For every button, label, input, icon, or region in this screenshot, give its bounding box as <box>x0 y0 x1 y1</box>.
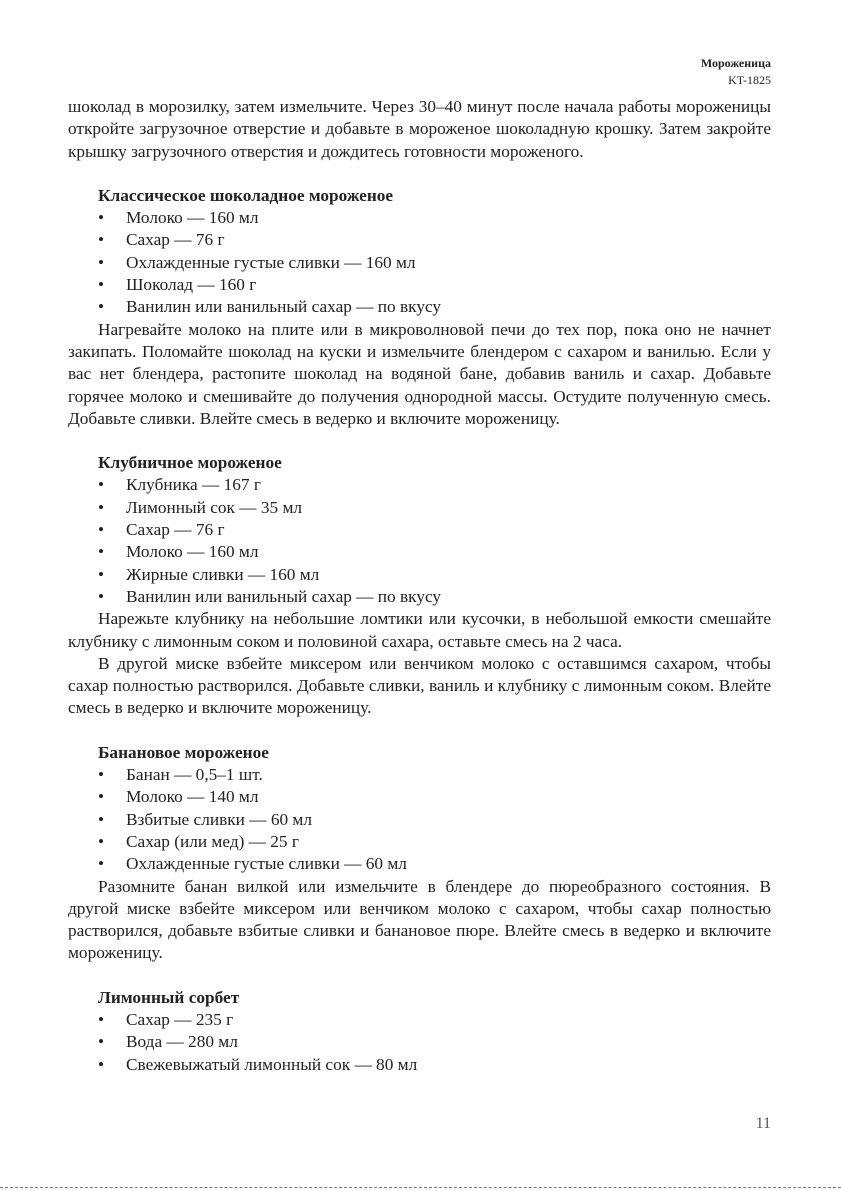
ingredient-text: Сахар — 76 г <box>126 520 225 540</box>
ingredient-item <box>68 831 771 853</box>
bullet-icon: • <box>98 275 105 295</box>
bullet-icon: • <box>98 1054 105 1074</box>
ingredient-text: Жирные сливки — 160 мл <box>126 564 320 584</box>
ingredient-item <box>68 497 771 519</box>
bullet-icon: • <box>98 564 105 584</box>
page-header <box>701 55 771 89</box>
header-model-number: KT-1825 <box>728 73 771 87</box>
recipe-section <box>68 452 771 720</box>
ingredient-item <box>68 274 771 296</box>
recipe-section <box>68 185 771 430</box>
recipe-section <box>68 987 771 1076</box>
recipe-instructions: Разомните банан вилкой или измельчите в блендере до пюреобразного состояния. В другой миске взбейте миксером или венчиком молоко с сахаром, чтобы сахар полностью растворился, добавьте взбитые сливки и банановое пюре. Влейте смесь в ведерко и включите мороженицу. <box>68 876 771 963</box>
ingredient-item <box>68 786 771 808</box>
recipe-title: Лимонный сорбет <box>98 987 240 1007</box>
ingredient-item <box>68 519 771 541</box>
ingredient-text: Молоко — 160 мл <box>126 208 259 228</box>
ingredient-item <box>68 229 771 251</box>
ingredient-item <box>68 1031 771 1053</box>
ingredient-text: Свежевыжатый лимонный сок — 80 мл <box>126 1054 418 1074</box>
ingredient-text: Шоколад — 160 г <box>126 275 257 295</box>
ingredient-text: Ванилин или ванильный сахар — по вкусу <box>126 297 442 317</box>
ingredient-item <box>68 252 771 274</box>
ingredient-text: Клубника — 167 г <box>126 475 261 495</box>
ingredient-item <box>68 1054 771 1076</box>
bullet-icon: • <box>98 809 105 829</box>
bullet-icon: • <box>98 297 105 317</box>
bullet-icon: • <box>98 831 105 851</box>
bullet-icon: • <box>98 252 105 272</box>
bullet-icon: • <box>98 497 105 517</box>
ingredient-text: Ванилин или ванильный сахар — по вкусу <box>126 586 442 606</box>
bullet-icon: • <box>98 475 105 495</box>
ingredient-item <box>68 296 771 318</box>
ingredient-item <box>68 764 771 786</box>
ingredient-text: Охлажденные густые сливки — 60 мл <box>126 854 407 874</box>
recipe-section <box>68 742 771 965</box>
ingredient-item <box>68 809 771 831</box>
bullet-icon: • <box>98 520 105 540</box>
ingredient-text: Сахар (или мед) — 25 г <box>126 831 299 851</box>
ingredient-text: Лимонный сок — 35 мл <box>126 497 303 517</box>
ingredient-text: Охлажденные густые сливки — 160 мл <box>126 252 416 272</box>
document-page <box>68 0 771 1191</box>
bullet-icon: • <box>98 1009 105 1029</box>
ingredient-item <box>68 1009 771 1031</box>
recipe-list <box>68 185 771 1076</box>
bullet-icon: • <box>98 586 105 606</box>
page-content <box>68 96 771 1076</box>
ingredient-item <box>68 207 771 229</box>
bullet-icon: • <box>98 1032 105 1052</box>
recipe-instructions: Нагревайте молоко на плите или в микроволновой печи до тех пор, пока оно не начнет закипать. Поломайте шоколад на куски и измельчите блендером с сахаром и ванилью. Если у вас нет блендера, растопите шоколад на водяной бане, добавив ваниль и сахар. Добавьте горячее молоко и смешивайте до получения однородной массы. Остудите полученную смесь. Добавьте сливки. Влейте смесь в ведерко и включите мороженицу. <box>68 319 771 428</box>
ingredient-text: Взбитые сливки — 60 мл <box>126 809 312 829</box>
ingredient-list <box>68 474 771 608</box>
bullet-icon: • <box>98 230 105 250</box>
ingredient-text: Вода — 280 мл <box>126 1032 238 1052</box>
ingredient-text: Молоко — 140 мл <box>126 787 259 807</box>
ingredient-item <box>68 586 771 608</box>
recipe-instructions: Нарежьте клубнику на небольшие ломтики или кусочки, в небольшой емкости смешайте клубнику с лимонным соком и половиной сахара, оставьте смесь на 2 часа. <box>68 609 771 651</box>
ingredient-list <box>68 764 771 875</box>
ingredient-text: Банан — 0,5–1 шт. <box>126 765 263 785</box>
recipe-title: Классическое шоколадное мороженое <box>98 185 394 205</box>
ingredient-text: Сахар — 76 г <box>126 230 225 250</box>
ingredient-item <box>68 564 771 586</box>
bullet-icon: • <box>98 787 105 807</box>
bullet-icon: • <box>98 854 105 874</box>
bullet-icon: • <box>98 542 105 562</box>
intro-paragraph: шоколад в морозилку, затем измельчите. Через 30–40 минут после начала работы мороженицы откройте загрузочное отверстие и добавьте в мороженое шоколадную крошку. Затем закройте крышку загрузочного отверстия и дождитесь готовности мороженого. <box>68 97 771 161</box>
ingredient-text: Сахар — 235 г <box>126 1009 234 1029</box>
ingredient-text: Молоко — 160 мл <box>126 542 259 562</box>
ingredient-item <box>68 853 771 875</box>
recipe-title: Клубничное мороженое <box>98 453 282 473</box>
recipe-instructions: В другой миске взбейте миксером или венчиком молоко с оставшимся сахаром, чтобы сахар полностью растворился. Добавьте сливки, ваниль и клубнику с лимонным соком. Влейте смесь в ведерко и включите мороженицу. <box>68 653 771 718</box>
page-number: 11 <box>755 1115 771 1132</box>
ingredient-item <box>68 474 771 496</box>
header-product-name: Мороженица <box>700 56 771 70</box>
ingredient-list <box>68 1009 771 1076</box>
page-edge-line <box>0 1187 841 1188</box>
ingredient-list <box>68 207 771 318</box>
bullet-icon: • <box>98 765 105 785</box>
recipe-title: Банановое мороженое <box>98 742 269 762</box>
ingredient-item <box>68 541 771 563</box>
bullet-icon: • <box>98 208 105 228</box>
